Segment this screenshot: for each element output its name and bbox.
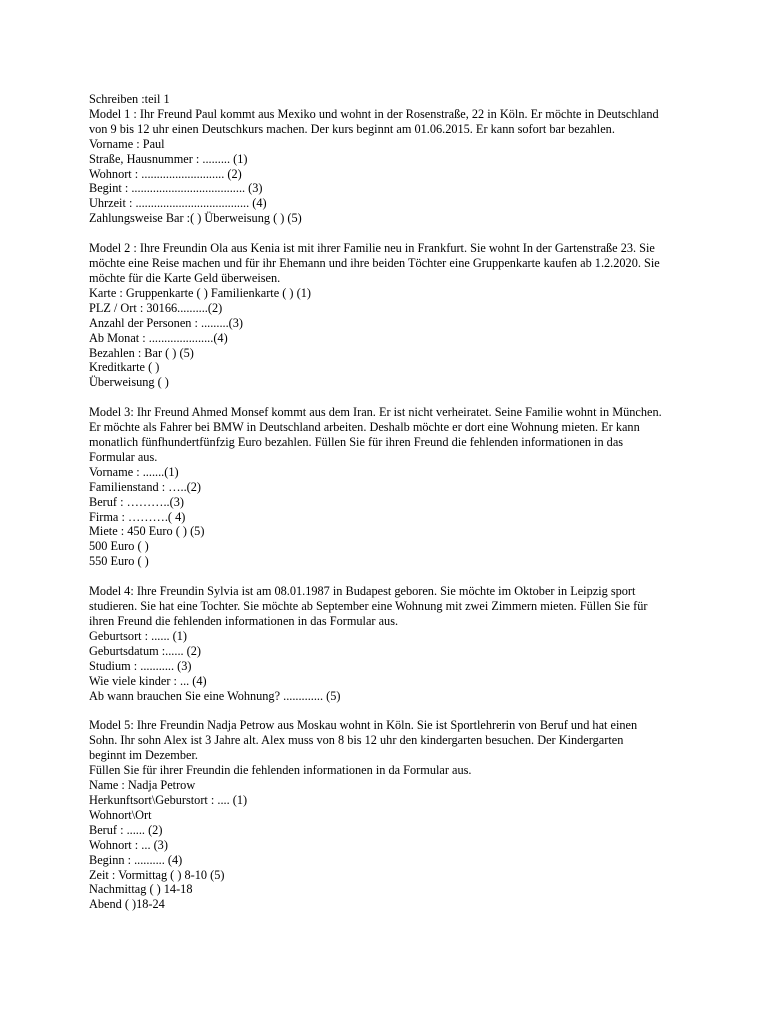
text-line: Bezahlen : Bar ( ) (5) xyxy=(89,345,194,360)
document-heading xyxy=(89,92,689,107)
text-line: Vorname : .......(1) xyxy=(89,464,179,479)
heading-text: Schreiben :teil 1 xyxy=(89,92,170,106)
text-line: Ab wann brauchen Sie eine Wohnung? ............. (5) xyxy=(89,688,341,703)
text-line: möchte für die Karte Geld überweisen. xyxy=(89,270,281,285)
text-line: Straße, Hausnummer : ......... (1) xyxy=(89,151,248,166)
text-line: Ab Monat : .....................(4) xyxy=(89,330,228,345)
text-line: Vorname : Paul xyxy=(89,136,165,151)
model-sections xyxy=(89,107,689,912)
text-line: Geburtsort : ...... (1) xyxy=(89,628,188,643)
text-line: Herkunftsort\Geburstort : .... (1) xyxy=(89,792,248,807)
text-line: PLZ / Ort : 30166..........(2) xyxy=(89,300,223,315)
text-line: Karte : Gruppenkarte ( ) Familienkarte ( ) (1) xyxy=(89,285,311,300)
model-section-3 xyxy=(89,405,689,569)
text-line: beginnt im Dezember. xyxy=(89,748,198,763)
text-line: Kreditkarte ( ) xyxy=(89,360,160,375)
text-line: Formular aus. xyxy=(89,449,158,464)
text-line: Er möchte als Fahrer bei BMW in Deutschland arbeiten. Deshalb möchte er dort eine Wohnung mieten. Er kann xyxy=(89,420,640,435)
model-prompt-line: Model 5: Ihre Freundin Nadja Petrow aus Moskau wohnt in Köln. Sie ist Sportlehrerin von Beruf und hat einen xyxy=(89,718,638,733)
text-line: 550 Euro ( ) xyxy=(89,554,149,569)
text-line: Wohnort\Ort xyxy=(89,807,152,822)
text-line: 500 Euro ( ) xyxy=(89,539,149,554)
model-section-1 xyxy=(89,107,689,226)
model-section-4 xyxy=(89,584,689,703)
text-line: Uhrzeit : ..................................... (4) xyxy=(89,196,267,211)
text-line: ihren Freund die fehlenden informationen in das Formular aus. xyxy=(89,614,399,628)
text-line: Zahlungsweise Bar :( ) Überweisung ( ) (5) xyxy=(89,211,302,226)
text-line: von 9 bis 12 uhr einen Deutschkurs machen. Der kurs beginnt am 01.06.2015. Er kann sofort bar bezahlen. xyxy=(89,121,615,136)
model-prompt-line: Model 1 : Ihr Freund Paul kommt aus Mexiko und wohnt in der Rosenstraße, 22 in Köln. Er möchte in Deutschland xyxy=(89,106,659,121)
model-prompt-line: Model 3: Ihr Freund Ahmed Monsef kommt aus dem Iran. Er ist nicht verheiratet. Seine Familie wohnt in München. xyxy=(89,405,662,420)
text-line: Sohn. Ihr sohn Alex ist 3 Jahre alt. Alex muss von 8 bis 12 uhr den kindergarten besuchen. Der Kindergarten xyxy=(89,733,624,748)
text-line: Abend ( )18-24 xyxy=(89,897,165,912)
model-section-5 xyxy=(89,718,689,912)
text-line: Wie viele kinder : ... (4) xyxy=(89,673,207,688)
model-section-2 xyxy=(89,241,689,390)
model-prompt-line: Model 4: Ihre Freundin Sylvia ist am 08.01.1987 in Budapest geboren. Sie möchte im Oktober in Leipzig sport xyxy=(89,584,636,599)
text-line: monatlich fünfhundertfünfzig Euro bezahlen. Füllen Sie für ihren Freund die fehlenden informationen in das xyxy=(89,435,624,450)
text-line: Familienstand : …..(2) xyxy=(89,479,202,494)
text-line: Füllen Sie für ihrer Freundin die fehlenden informationen in da Formular aus. xyxy=(89,763,472,778)
text-line: Geburtsdatum :...... (2) xyxy=(89,643,202,658)
text-line: Anzahl der Personen : .........(3) xyxy=(89,315,244,330)
text-line: Beruf : ...... (2) xyxy=(89,822,163,837)
text-line: Miete : 450 Euro ( ) (5) xyxy=(89,524,205,539)
document-page xyxy=(89,92,689,927)
text-line: Überweisung ( ) xyxy=(89,375,169,390)
text-line: Firma : ……….( 4) xyxy=(89,509,186,524)
text-line: Wohnort : ........................... (2) xyxy=(89,166,242,181)
text-line: Beruf : ………..(3) xyxy=(89,494,184,509)
text-line: Name : Nadja Petrow xyxy=(89,778,196,793)
text-line: Zeit : Vormittag ( ) 8-10 (5) xyxy=(89,867,225,882)
text-line: möchte eine Reise machen und für ihr Ehemann und ihre beiden Töchter eine Gruppenkarte kaufen ab 1.2.2020. Sie xyxy=(89,256,660,271)
text-line: studieren. Sie hat eine Tochter. Sie möchte ab September eine Wohnung mit zwei Zimmern mieten. Füllen Sie für xyxy=(89,599,648,614)
model-prompt-line: Model 2 : Ihre Freundin Ola aus Kenia ist mit ihrer Familie neu in Frankfurt. Sie wohnt In der Gartenstraße 23. Sie xyxy=(89,241,655,256)
text-line: Beginn : .......... (4) xyxy=(89,852,183,867)
text-line: Studium : ........... (3) xyxy=(89,658,192,673)
text-line: Nachmittag ( ) 14-18 xyxy=(89,882,193,897)
text-line: Wohnort : ... (3) xyxy=(89,837,168,852)
text-line: Begint : ..................................... (3) xyxy=(89,181,263,196)
